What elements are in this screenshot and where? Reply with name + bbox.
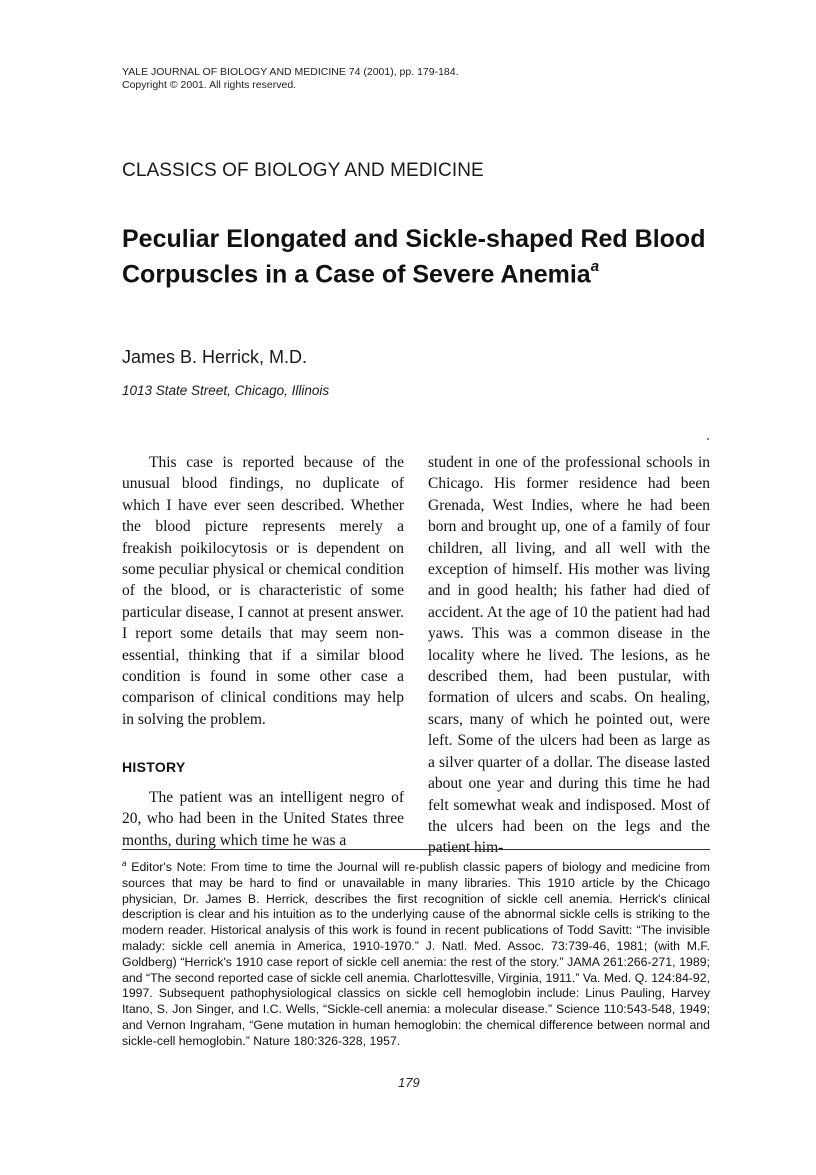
history-paragraph-continued: student in one of the professional schools in Chicago. His former residence had been Grenada, West Indies, where he had been born and brought up, one of a family of four children, all living, and all well with the exception of himself. His mother was living and in good health; his father had died of accident. At the age of 10 the patient had had yaws. This was a common disease in the locality where he lived. The lesions, as he described them, had been pustular, with formation of ulcers and scabs. On healing, scars, many of which he pointed out, were left. Some of the ulcers had been as large as a silver quarter of a dollar. The disease lasted about one year and during this time he had felt somewhat weak and indisposed. Most of the ulcers had been on the legs and the patient him- bbox=[428, 454, 710, 857]
scan-speck bbox=[707, 438, 709, 440]
article-title-text: Peculiar Elongated and Sickle-shaped Red Blood Corpuscles in a Case of Severe Anemia bbox=[122, 225, 706, 289]
journal-header bbox=[122, 66, 459, 92]
history-paragraph-start: The patient was an intelligent negro of 20, who had been in the United States three months, during which time he was a bbox=[122, 788, 404, 849]
article-title bbox=[122, 225, 722, 289]
journal-citation-line: YALE JOURNAL OF BIOLOGY AND MEDICINE 74 (2001), pp. 179-184. bbox=[122, 66, 459, 78]
copyright-line: Copyright © 2001. All rights reserved. bbox=[122, 79, 297, 91]
history-heading: HISTORY bbox=[122, 759, 186, 776]
footnote-marker: a bbox=[122, 859, 127, 868]
page-number: 179 bbox=[398, 1075, 420, 1090]
intro-paragraph: This case is reported because of the unusual blood findings, no duplicate of which I have ever seen described. Whether the blood picture represents merely a freakish poikilocytosis or is dependent on some peculiar physical or chemical condition of the blood, or is characteristic of some particular disease, I cannot at present answer. I report some details that may seem non-essential, thinking that if a similar blood condition is found in some other case a comparison of clinical conditions may help in solving the problem. bbox=[122, 454, 404, 728]
footnote-text: Editor's Note: From time to time the Journal will re-publish classic papers of biology and medicine from sources that may be hard to find or unavailable in many libraries. This 1910 article by the Chicago physician, Dr. James B. Herrick, describes the first recognition of sickle cell anemia. Herrick's clinical description is clear and his intuition as to the underlying cause of the abnormal sickle cells is striking to the modern reader. Historical analysis of this work is found in recent publications of Todd Savitt: “The invisible malady: sickle cell anemia in America, 1910-1970.” J. Natl. Med. Assoc. 73:739-46, 1981; (with M.F. Goldberg) “Herrick's 1910 case report of sickle cell anemia: the rest of the story.” JAMA 261:266-271, 1989; and “The second reported case of sickle cell anemia. Charlottesville, Virginia, 1911.” Va. Med. Q. 124:84-92, 1997. Subsequent pathophysiological classics on sickle cell hemoglobin include: Linus Pauling, Harvey Itano, S. Jon Singer, and I.C. Wells, “Sickle-cell anemia: a molecular disease.” Science 110:543-548, 1949; and Vernon Ingraham, “Gene mutation in human hemoglobin: the chemical difference between normal and sickle-cell hemoglobin.” Nature 180:326-328, 1957. bbox=[122, 860, 711, 1048]
body-column-left bbox=[122, 452, 404, 851]
footnote-divider bbox=[122, 849, 710, 850]
title-footnote-marker[interactable]: a bbox=[590, 258, 600, 275]
section-label: CLASSICS OF BIOLOGY AND MEDICINE bbox=[122, 160, 484, 181]
author-affiliation: 1013 State Street, Chicago, Illinois bbox=[122, 383, 330, 398]
author-name: James B. Herrick, M.D. bbox=[122, 347, 308, 367]
editors-note-footnote bbox=[122, 856, 710, 1050]
body-column-right bbox=[428, 452, 710, 859]
